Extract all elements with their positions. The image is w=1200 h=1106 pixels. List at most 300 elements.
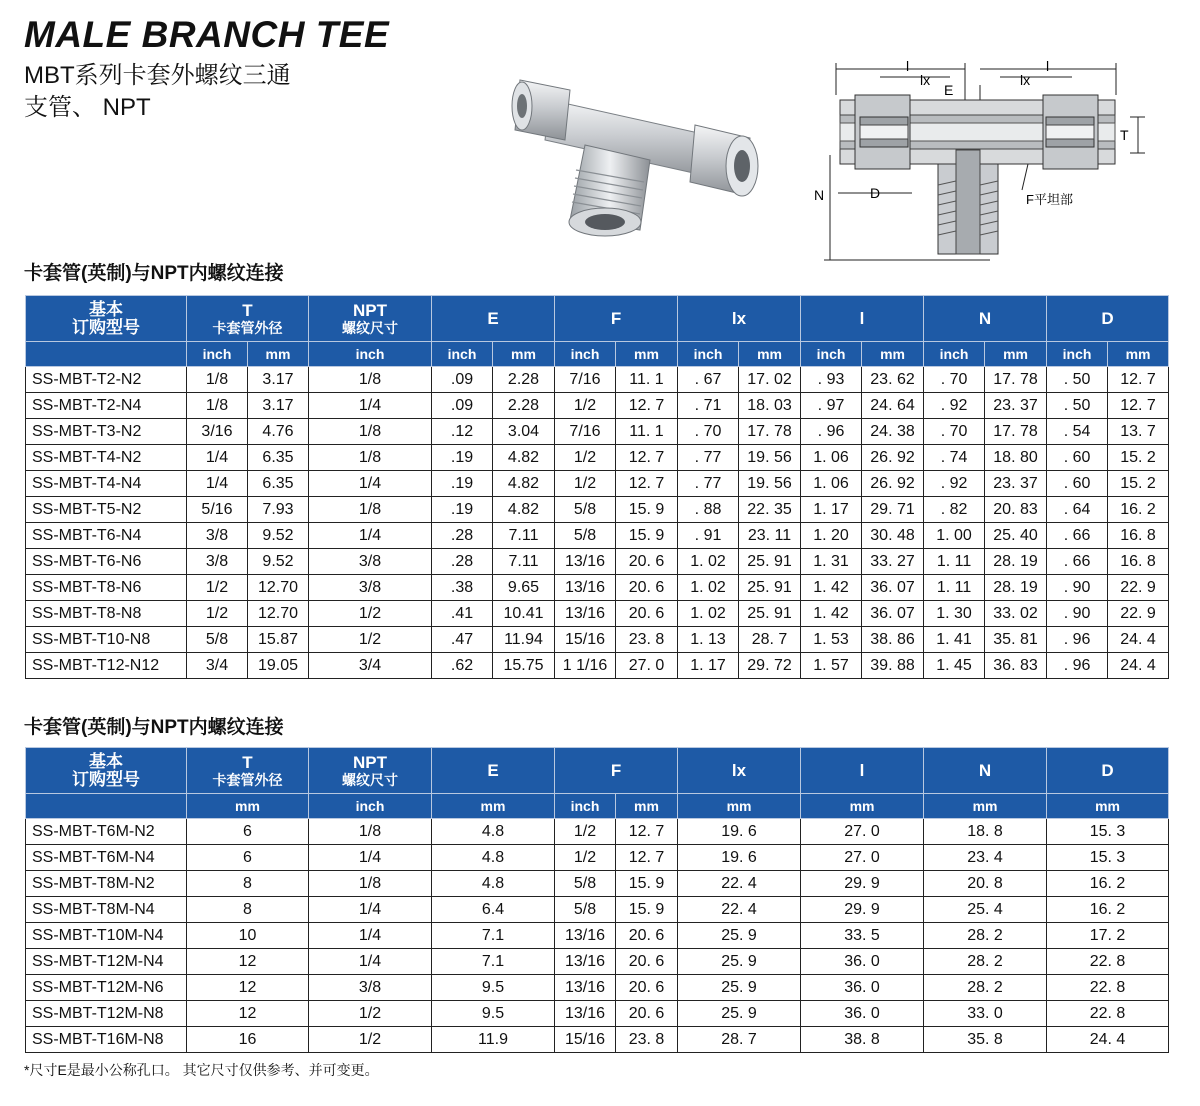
value-cell: 3/4 xyxy=(187,653,248,679)
header-d: D xyxy=(1047,296,1169,342)
model-number-cell: SS-MBT-T2-N2 xyxy=(26,367,187,393)
value-cell: 38. 86 xyxy=(862,627,924,653)
value-cell: 11. 1 xyxy=(616,419,678,445)
unit-cell: inch xyxy=(309,342,432,367)
value-cell: 17. 2 xyxy=(1047,923,1169,949)
product-photo xyxy=(510,70,770,240)
value-cell: 15.75 xyxy=(493,653,555,679)
inch-tube-table xyxy=(25,295,1169,679)
value-cell: . 66 xyxy=(1047,523,1108,549)
header-f: F xyxy=(555,748,678,794)
value-cell: 28. 19 xyxy=(985,575,1047,601)
value-cell: 8 xyxy=(187,897,309,923)
value-cell: 1. 57 xyxy=(801,653,862,679)
unit-row xyxy=(26,342,1169,367)
value-cell: 29. 9 xyxy=(801,897,924,923)
value-cell: 16. 2 xyxy=(1108,497,1169,523)
unit-row xyxy=(26,794,1169,819)
value-cell: 27. 0 xyxy=(801,845,924,871)
subtitle-line-1: MBT系列卡套外螺纹三通 xyxy=(24,62,291,89)
value-cell: 20. 6 xyxy=(616,601,678,627)
table-row xyxy=(26,923,1169,949)
value-cell: 38. 8 xyxy=(801,1027,924,1053)
table-row xyxy=(26,1001,1169,1027)
header-t: T 卡套管外径 xyxy=(187,748,309,794)
value-cell: 15. 3 xyxy=(1047,845,1169,871)
value-cell: 30. 48 xyxy=(862,523,924,549)
value-cell: 1/8 xyxy=(309,497,432,523)
unit-cell: inch xyxy=(555,794,616,819)
unit-cell: inch xyxy=(801,342,862,367)
value-cell: 9.52 xyxy=(248,549,309,575)
value-cell: 1/8 xyxy=(309,367,432,393)
value-cell: 25. 40 xyxy=(985,523,1047,549)
value-cell: 3.17 xyxy=(248,367,309,393)
header-model: 基本 订购型号 xyxy=(26,296,187,342)
value-cell: 25. 4 xyxy=(924,897,1047,923)
model-number-cell: SS-MBT-T12M-N4 xyxy=(26,949,187,975)
unit-cell: inch xyxy=(678,342,739,367)
value-cell: 7/16 xyxy=(555,419,616,445)
value-cell: 22. 35 xyxy=(739,497,801,523)
table-row xyxy=(26,653,1169,679)
value-cell: 1/4 xyxy=(187,471,248,497)
value-cell: 11.9 xyxy=(432,1027,555,1053)
model-number-cell: SS-MBT-T4-N4 xyxy=(26,471,187,497)
value-cell: 20. 6 xyxy=(616,549,678,575)
value-cell: 1/2 xyxy=(555,393,616,419)
value-cell: 29. 72 xyxy=(739,653,801,679)
dimension-drawing xyxy=(800,55,1180,265)
value-cell: 15. 9 xyxy=(616,871,678,897)
value-cell: 1 1/16 xyxy=(555,653,616,679)
model-number-cell: SS-MBT-T12-N12 xyxy=(26,653,187,679)
value-cell: 1/4 xyxy=(187,445,248,471)
table-row xyxy=(26,393,1169,419)
value-cell: 24. 4 xyxy=(1108,627,1169,653)
value-cell: 23. 4 xyxy=(924,845,1047,871)
model-number-cell: SS-MBT-T8M-N2 xyxy=(26,871,187,897)
value-cell: 12. 7 xyxy=(1108,367,1169,393)
value-cell: 33. 02 xyxy=(985,601,1047,627)
model-number-cell: SS-MBT-T8-N6 xyxy=(26,575,187,601)
value-cell: 15. 9 xyxy=(616,897,678,923)
value-cell: .09 xyxy=(432,393,493,419)
header-npt: NPT 螺纹尺寸 xyxy=(309,296,432,342)
label-t: T xyxy=(1120,127,1129,143)
value-cell: .38 xyxy=(432,575,493,601)
value-cell: .28 xyxy=(432,549,493,575)
value-cell: 1. 45 xyxy=(924,653,985,679)
value-cell: 11.94 xyxy=(493,627,555,653)
value-cell: 8 xyxy=(187,871,309,897)
value-cell: 1/8 xyxy=(309,871,432,897)
value-cell: 22. 8 xyxy=(1047,975,1169,1001)
value-cell: 5/8 xyxy=(555,897,616,923)
value-cell: . 50 xyxy=(1047,393,1108,419)
header-lx: lx xyxy=(678,296,801,342)
value-cell: 23. 8 xyxy=(616,1027,678,1053)
value-cell: 20. 83 xyxy=(985,497,1047,523)
value-cell: 1/2 xyxy=(309,1027,432,1053)
value-cell: . 97 xyxy=(801,393,862,419)
model-number-cell: SS-MBT-T6M-N2 xyxy=(26,819,187,845)
value-cell: 5/8 xyxy=(555,523,616,549)
value-cell: 9.52 xyxy=(248,523,309,549)
value-cell: . 66 xyxy=(1047,549,1108,575)
value-cell: 12. 7 xyxy=(616,845,678,871)
value-cell: 1/8 xyxy=(309,419,432,445)
value-cell: 3/4 xyxy=(309,653,432,679)
model-number-cell: SS-MBT-T16M-N8 xyxy=(26,1027,187,1053)
value-cell: 1. 20 xyxy=(801,523,862,549)
value-cell: 1. 42 xyxy=(801,601,862,627)
table2-section-title: 卡套管(英制)与NPT内螺纹连接 xyxy=(24,717,284,738)
unit-cell: inch xyxy=(1047,342,1108,367)
value-cell: 22. 4 xyxy=(678,871,801,897)
unit-cell: mm xyxy=(616,794,678,819)
value-cell: 2.28 xyxy=(493,367,555,393)
value-cell: 13/16 xyxy=(555,575,616,601)
table-row xyxy=(26,419,1169,445)
value-cell: 3/8 xyxy=(309,975,432,1001)
value-cell: . 96 xyxy=(1047,627,1108,653)
value-cell: 16. 2 xyxy=(1047,871,1169,897)
unit-cell: mm xyxy=(924,794,1047,819)
value-cell: 15. 3 xyxy=(1047,819,1169,845)
value-cell: 10.41 xyxy=(493,601,555,627)
value-cell: 15. 9 xyxy=(616,523,678,549)
header-l: l xyxy=(801,296,924,342)
value-cell: 1/4 xyxy=(309,897,432,923)
value-cell: 26. 92 xyxy=(862,445,924,471)
value-cell: 6.35 xyxy=(248,445,309,471)
value-cell: 17. 02 xyxy=(739,367,801,393)
value-cell: 19. 6 xyxy=(678,845,801,871)
value-cell: 23. 37 xyxy=(985,471,1047,497)
value-cell: 22. 4 xyxy=(678,897,801,923)
value-cell: 1. 31 xyxy=(801,549,862,575)
label-f: F平坦部 xyxy=(1026,192,1073,207)
value-cell: 23. 62 xyxy=(862,367,924,393)
value-cell: 1. 11 xyxy=(924,549,985,575)
value-cell: 16 xyxy=(187,1027,309,1053)
value-cell: 1. 17 xyxy=(801,497,862,523)
table-row xyxy=(26,845,1169,871)
value-cell: 13/16 xyxy=(555,549,616,575)
unit-cell: inch xyxy=(432,342,493,367)
value-cell: 1/2 xyxy=(555,445,616,471)
table-row xyxy=(26,1027,1169,1053)
value-cell: 13/16 xyxy=(555,1001,616,1027)
table-row xyxy=(26,523,1169,549)
value-cell: . 90 xyxy=(1047,575,1108,601)
value-cell: 1. 00 xyxy=(924,523,985,549)
label-lx-right: lx xyxy=(1020,72,1031,88)
page-subtitle xyxy=(24,60,291,124)
value-cell: 25. 9 xyxy=(678,923,801,949)
value-cell: 6.35 xyxy=(248,471,309,497)
value-cell: 20. 6 xyxy=(616,1001,678,1027)
value-cell: 1/8 xyxy=(309,819,432,845)
value-cell: 20. 8 xyxy=(924,871,1047,897)
value-cell: 16. 2 xyxy=(1047,897,1169,923)
value-cell: 5/8 xyxy=(555,497,616,523)
value-cell: 17. 78 xyxy=(739,419,801,445)
value-cell: 1. 02 xyxy=(678,575,739,601)
value-cell: 12. 7 xyxy=(616,445,678,471)
value-cell: 7.11 xyxy=(493,549,555,575)
value-cell: 1. 53 xyxy=(801,627,862,653)
value-cell: 20. 6 xyxy=(616,575,678,601)
value-cell: 22. 9 xyxy=(1108,575,1169,601)
value-cell: 4.82 xyxy=(493,445,555,471)
value-cell: 19.05 xyxy=(248,653,309,679)
value-cell: 28. 7 xyxy=(678,1027,801,1053)
value-cell: . 96 xyxy=(1047,653,1108,679)
value-cell: 35. 81 xyxy=(985,627,1047,653)
value-cell: 36. 07 xyxy=(862,601,924,627)
value-cell: .62 xyxy=(432,653,493,679)
value-cell: 18. 03 xyxy=(739,393,801,419)
value-cell: 19. 56 xyxy=(739,445,801,471)
value-cell: 1/2 xyxy=(309,627,432,653)
value-cell: 1/2 xyxy=(309,1001,432,1027)
value-cell: 28. 7 xyxy=(739,627,801,653)
table-row xyxy=(26,819,1169,845)
value-cell: . 60 xyxy=(1047,471,1108,497)
unit-cell: mm xyxy=(985,342,1047,367)
unit-cell-blank xyxy=(26,794,187,819)
value-cell: 28. 2 xyxy=(924,923,1047,949)
value-cell: 24. 38 xyxy=(862,419,924,445)
value-cell: 19. 56 xyxy=(739,471,801,497)
value-cell: 1. 02 xyxy=(678,601,739,627)
value-cell: 16. 8 xyxy=(1108,523,1169,549)
unit-cell: inch xyxy=(555,342,616,367)
value-cell: 15/16 xyxy=(555,1027,616,1053)
model-number-cell: SS-MBT-T6-N4 xyxy=(26,523,187,549)
unit-cell: mm xyxy=(187,794,309,819)
value-cell: 13. 7 xyxy=(1108,419,1169,445)
unit-cell: mm xyxy=(432,794,555,819)
value-cell: 7.11 xyxy=(493,523,555,549)
value-cell: 1/2 xyxy=(555,819,616,845)
value-cell: 28. 2 xyxy=(924,975,1047,1001)
label-d: D xyxy=(870,185,881,201)
value-cell: . 64 xyxy=(1047,497,1108,523)
value-cell: 20. 6 xyxy=(616,975,678,1001)
model-number-cell: SS-MBT-T6-N6 xyxy=(26,549,187,575)
value-cell: 3.17 xyxy=(248,393,309,419)
page-title: MALE BRANCH TEE xyxy=(24,14,390,55)
header-n: N xyxy=(924,748,1047,794)
header-d: D xyxy=(1047,748,1169,794)
value-cell: 25. 9 xyxy=(678,949,801,975)
value-cell: 17. 78 xyxy=(985,419,1047,445)
value-cell: 29. 9 xyxy=(801,871,924,897)
header-model: 基本 订购型号 xyxy=(26,748,187,794)
value-cell: 1. 11 xyxy=(924,575,985,601)
value-cell: 17. 78 xyxy=(985,367,1047,393)
value-cell: . 70 xyxy=(924,419,985,445)
footnote: *尺寸E是最小公称孔口。 其它尺寸仅供参考、并可变更。 xyxy=(24,1062,379,1078)
value-cell: . 77 xyxy=(678,445,739,471)
value-cell: . 92 xyxy=(924,393,985,419)
unit-cell: inch xyxy=(187,342,248,367)
value-cell: 1/8 xyxy=(309,445,432,471)
label-n: N xyxy=(814,187,825,203)
value-cell: 10 xyxy=(187,923,309,949)
metric-tube-table xyxy=(25,747,1169,1053)
value-cell: 1. 02 xyxy=(678,549,739,575)
table-row xyxy=(26,601,1169,627)
model-number-cell: SS-MBT-T8-N8 xyxy=(26,601,187,627)
value-cell: 25. 91 xyxy=(739,575,801,601)
value-cell: . 50 xyxy=(1047,367,1108,393)
value-cell: 1/2 xyxy=(555,471,616,497)
unit-cell: inch xyxy=(924,342,985,367)
value-cell: 9.5 xyxy=(432,1001,555,1027)
value-cell: 13/16 xyxy=(555,975,616,1001)
value-cell: 5/8 xyxy=(187,627,248,653)
value-cell: .28 xyxy=(432,523,493,549)
value-cell: 36. 0 xyxy=(801,1001,924,1027)
value-cell: 24. 4 xyxy=(1108,653,1169,679)
value-cell: . 77 xyxy=(678,471,739,497)
header-f: F xyxy=(555,296,678,342)
model-number-cell: SS-MBT-T12M-N6 xyxy=(26,975,187,1001)
value-cell: .09 xyxy=(432,367,493,393)
value-cell: 7.1 xyxy=(432,923,555,949)
value-cell: 12 xyxy=(187,1001,309,1027)
table1-section-title: 卡套管(英制)与NPT内螺纹连接 xyxy=(24,263,284,284)
value-cell: . 54 xyxy=(1047,419,1108,445)
value-cell: 24. 4 xyxy=(1047,1027,1169,1053)
value-cell: . 67 xyxy=(678,367,739,393)
value-cell: . 96 xyxy=(801,419,862,445)
table-row xyxy=(26,949,1169,975)
value-cell: . 74 xyxy=(924,445,985,471)
value-cell: 7/16 xyxy=(555,367,616,393)
value-cell: 15. 2 xyxy=(1108,445,1169,471)
value-cell: 1. 06 xyxy=(801,445,862,471)
value-cell: 2.28 xyxy=(493,393,555,419)
value-cell: . 92 xyxy=(924,471,985,497)
value-cell: 1/8 xyxy=(187,367,248,393)
value-cell: 1. 13 xyxy=(678,627,739,653)
value-cell: 18. 8 xyxy=(924,819,1047,845)
value-cell: 7.93 xyxy=(248,497,309,523)
value-cell: 27. 0 xyxy=(801,819,924,845)
model-number-cell: SS-MBT-T10-N8 xyxy=(26,627,187,653)
value-cell: 13/16 xyxy=(555,601,616,627)
value-cell: 12 xyxy=(187,975,309,1001)
value-cell: 9.65 xyxy=(493,575,555,601)
value-cell: 1/2 xyxy=(555,845,616,871)
value-cell: 12. 7 xyxy=(616,471,678,497)
header-t: T 卡套管外径 xyxy=(187,296,309,342)
value-cell: 33. 5 xyxy=(801,923,924,949)
value-cell: 3/8 xyxy=(309,575,432,601)
value-cell: 1/4 xyxy=(309,949,432,975)
header-npt: NPT 螺纹尺寸 xyxy=(309,748,432,794)
value-cell: . 82 xyxy=(924,497,985,523)
value-cell: 1/8 xyxy=(187,393,248,419)
unit-cell: mm xyxy=(801,794,924,819)
value-cell: 28. 19 xyxy=(985,549,1047,575)
value-cell: 4.82 xyxy=(493,471,555,497)
value-cell: 4.76 xyxy=(248,419,309,445)
table-row xyxy=(26,627,1169,653)
unit-cell-blank xyxy=(26,342,187,367)
value-cell: 35. 8 xyxy=(924,1027,1047,1053)
label-l-right: l xyxy=(1046,58,1050,74)
value-cell: 15/16 xyxy=(555,627,616,653)
value-cell: 33. 27 xyxy=(862,549,924,575)
value-cell: 1. 41 xyxy=(924,627,985,653)
value-cell: 1/2 xyxy=(309,601,432,627)
value-cell: . 71 xyxy=(678,393,739,419)
unit-cell: mm xyxy=(862,342,924,367)
model-number-cell: SS-MBT-T3-N2 xyxy=(26,419,187,445)
table-row xyxy=(26,497,1169,523)
table-row xyxy=(26,871,1169,897)
value-cell: .47 xyxy=(432,627,493,653)
value-cell: .19 xyxy=(432,445,493,471)
unit-cell: inch xyxy=(309,794,432,819)
model-number-cell: SS-MBT-T8M-N4 xyxy=(26,897,187,923)
value-cell: 39. 88 xyxy=(862,653,924,679)
model-number-cell: SS-MBT-T10M-N4 xyxy=(26,923,187,949)
value-cell: 5/8 xyxy=(555,871,616,897)
model-number-cell: SS-MBT-T12M-N8 xyxy=(26,1001,187,1027)
value-cell: 5/16 xyxy=(187,497,248,523)
header-l: l xyxy=(801,748,924,794)
value-cell: 16. 8 xyxy=(1108,549,1169,575)
value-cell: 20. 6 xyxy=(616,923,678,949)
value-cell: . 60 xyxy=(1047,445,1108,471)
unit-cell: mm xyxy=(248,342,309,367)
unit-cell: mm xyxy=(616,342,678,367)
value-cell: 3/16 xyxy=(187,419,248,445)
value-cell: 1/4 xyxy=(309,523,432,549)
value-cell: 6 xyxy=(187,845,309,871)
unit-cell: mm xyxy=(739,342,801,367)
value-cell: 12.70 xyxy=(248,601,309,627)
label-e: E xyxy=(944,82,954,98)
value-cell: .12 xyxy=(432,419,493,445)
table-row xyxy=(26,897,1169,923)
value-cell: 12. 7 xyxy=(1108,393,1169,419)
value-cell: 1/2 xyxy=(187,575,248,601)
value-cell: . 70 xyxy=(678,419,739,445)
value-cell: 22. 9 xyxy=(1108,601,1169,627)
value-cell: 1/2 xyxy=(187,601,248,627)
value-cell: .19 xyxy=(432,471,493,497)
value-cell: 27. 0 xyxy=(616,653,678,679)
value-cell: 25. 91 xyxy=(739,601,801,627)
value-cell: 1/4 xyxy=(309,393,432,419)
value-cell: 1. 42 xyxy=(801,575,862,601)
value-cell: .41 xyxy=(432,601,493,627)
value-cell: .19 xyxy=(432,497,493,523)
value-cell: 29. 71 xyxy=(862,497,924,523)
value-cell: 4.82 xyxy=(493,497,555,523)
value-cell: 13/16 xyxy=(555,923,616,949)
value-cell: 19. 6 xyxy=(678,819,801,845)
value-cell: 1/4 xyxy=(309,845,432,871)
